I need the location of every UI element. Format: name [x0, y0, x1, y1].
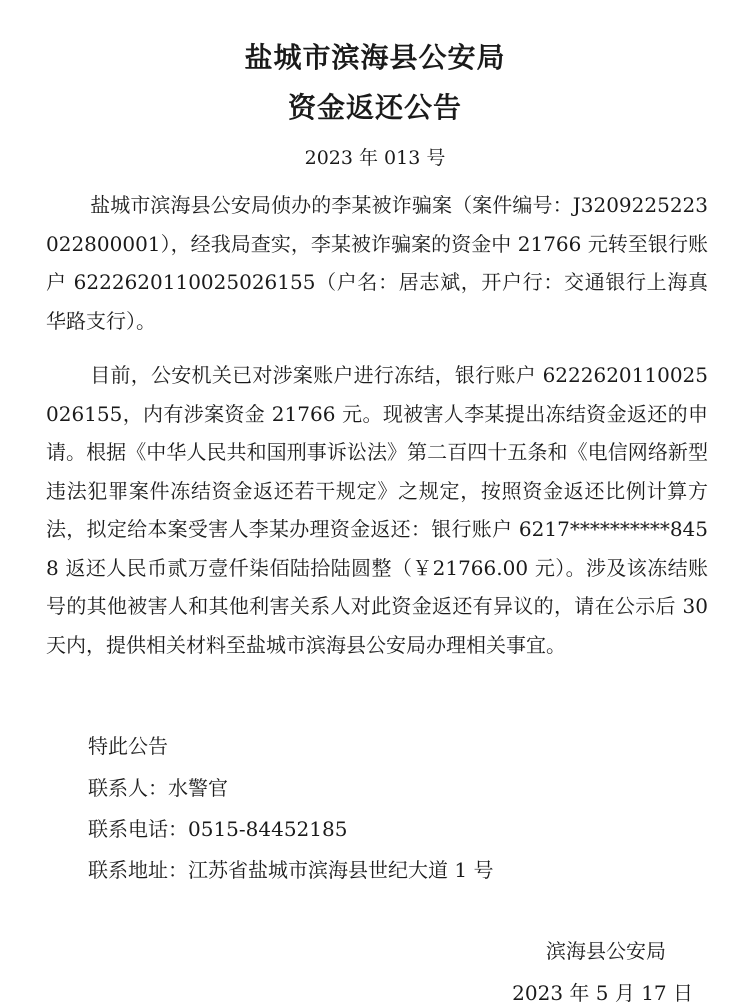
contact-address: 联系地址：江苏省盐城市滨海县世纪大道 1 号	[88, 858, 494, 882]
contact-phone: 联系电话：0515-84452185	[88, 817, 348, 841]
contact-person: 联系人：水警官	[88, 776, 228, 800]
paragraph-case-summary	[46, 186, 708, 340]
document-number: 2023 年 013 号	[304, 147, 446, 169]
issuer-title: 盐城市滨海县公安局	[244, 41, 506, 74]
paragraph-refund-details-text: 目前，公安机关已对涉案账户进行冻结，银行账户 6222620110025026155，内有涉案资金 21766 元。现被害人李某提出冻结资金返还的申请。根据《中华人民共和国刑事诉讼法》第二百四十五条和《电信网络新型违法犯罪案件冻结资金返还若干规定》之规定，按照资金返还比例计算方法，拟定给本案受害人李某办理资金返还：银行账户 6217**********8458 返还人民币贰万壹仟柒佰陆拾陆圆整（￥21766.00 元）。涉及该冻结账号的其他被害人和其他利害关系人对此资金返还有异议的，请在公示后 30 天内，提供相关材料至盐城市滨海县公安局办理相关事宜。	[46, 363, 708, 657]
issue-date: 2023 年 5 月 17 日	[512, 981, 693, 1005]
notice-title: 资金返还公告	[287, 91, 462, 124]
issuer-signature: 滨海县公安局	[546, 939, 666, 963]
paragraph-case-summary-text: 盐城市滨海县公安局侦办的李某被诈骗案（案件编号：J3209225223022800001），经我局查实，李某被诈骗案的资金中 21766 元转至银行账户 6222620110025026155（户名：居志斌，开户行：交通银行上海真华路支行）。	[46, 193, 708, 333]
paragraph-refund-details	[46, 356, 708, 664]
closing-statement: 特此公告	[88, 734, 168, 758]
